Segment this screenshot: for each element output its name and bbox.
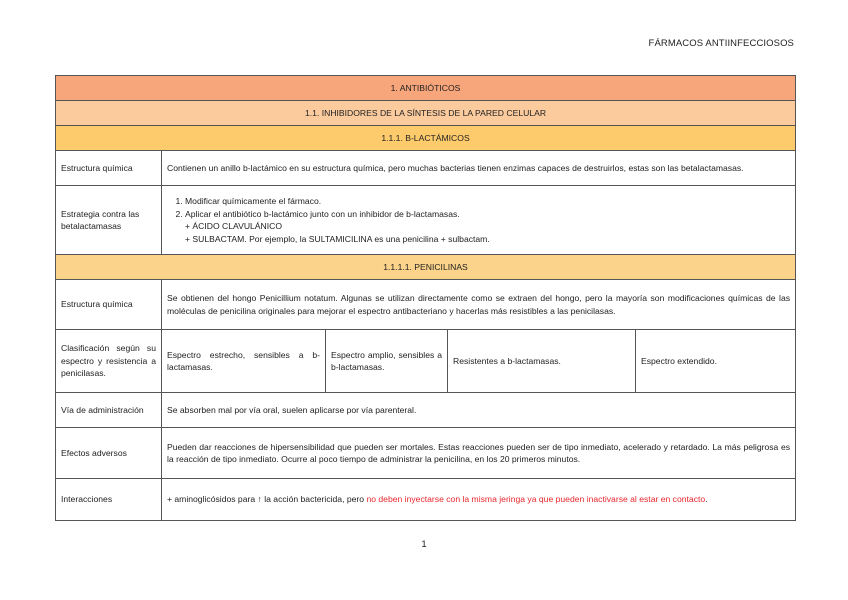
row-text: Se obtienen del hongo Penicillium notatum. Algunas se utilizan directamente como se extraen del hongo, pero la mayoría son modificaciones químicas de las moléculas de penicilina originales para mejorar el espectro antibacteriano y hacerlas más resistibles a las penicilasas.: [162, 280, 796, 330]
row-text: Pueden dar reacciones de hipersensibilidad que pueden ser mortales. Estas reacciones pueden ser de tipo inmediato, acelerado y retardado. La más peligrosa es la reacción de tipo inmediato. Ocurre al poco tiempo de administrar la penicilina, en los 20 primeros minutos.: [162, 428, 796, 479]
text: .: [705, 494, 708, 505]
row-text: [162, 479, 796, 521]
section-inhibidores: 1.1. INHIBIDORES DE LA SÍNTESIS DE LA PARED CELULAR: [56, 101, 796, 126]
row-label: Estructura química: [56, 151, 162, 186]
row-label: Vía de administración: [56, 393, 162, 428]
list-item: 2. Aplicar el antibiótico b-lactámico junto con un inhibidor de b-lactamasas.: [185, 208, 790, 221]
row-label: Estrategia contra las betalactamasas: [56, 186, 162, 255]
pharmacology-table: [55, 75, 796, 521]
text: la acción bactericida, pero: [261, 494, 367, 505]
sub-item: + ÁCIDO CLAVULÁNICO: [185, 221, 283, 231]
row-text: [162, 186, 796, 255]
section-blactamicos: 1.1.1. B-LACTÁMICOS: [56, 126, 796, 151]
section-antibioticos: 1. ANTIBIÓTICOS: [56, 76, 796, 101]
sub-item: + SULBACTAM. Por ejemplo, la SULTAMICILINA es una penicilina + sulbactam.: [185, 233, 490, 244]
list-item: 1. Modificar químicamente el fármaco.: [185, 195, 790, 208]
row-label: Efectos adversos: [56, 428, 162, 479]
page-header: FÁRMACOS ANTIINFECCIOSOS: [648, 38, 794, 49]
clasif-cell: Espectro extendido.: [636, 330, 796, 393]
page-number: 1: [421, 539, 427, 550]
row-label: Clasificación según su espectro y resistencia a penicilasas.: [56, 330, 162, 393]
section-penicilinas: 1.1.1.1. PENICILINAS: [56, 255, 796, 280]
row-label: Estructura química: [56, 280, 162, 330]
text: + aminoglicósidos para: [167, 494, 256, 505]
row-text: Se absorben mal por vía oral, suelen aplicarse por vía parenteral.: [162, 393, 796, 428]
warning-text: no deben inyectarse con la misma jeringa ya que pueden inactivarse al estar en contacto: [366, 494, 706, 505]
clasif-cell: Espectro amplio, sensibles a b-lactamasas.: [326, 330, 448, 393]
row-text: Contienen un anillo b-lactámico en su estructura química, pero muchas bacterias tienen enzimas capaces de destruirlos, estas son las betalactamasas.: [162, 151, 796, 186]
clasif-cell: Espectro estrecho, sensibles a b-lactamasas.: [162, 330, 326, 393]
row-label: Interacciones: [56, 479, 162, 521]
clasif-cell: Resistentes a b-lactamasas.: [448, 330, 636, 393]
up-arrow-icon: ↑: [257, 494, 262, 505]
